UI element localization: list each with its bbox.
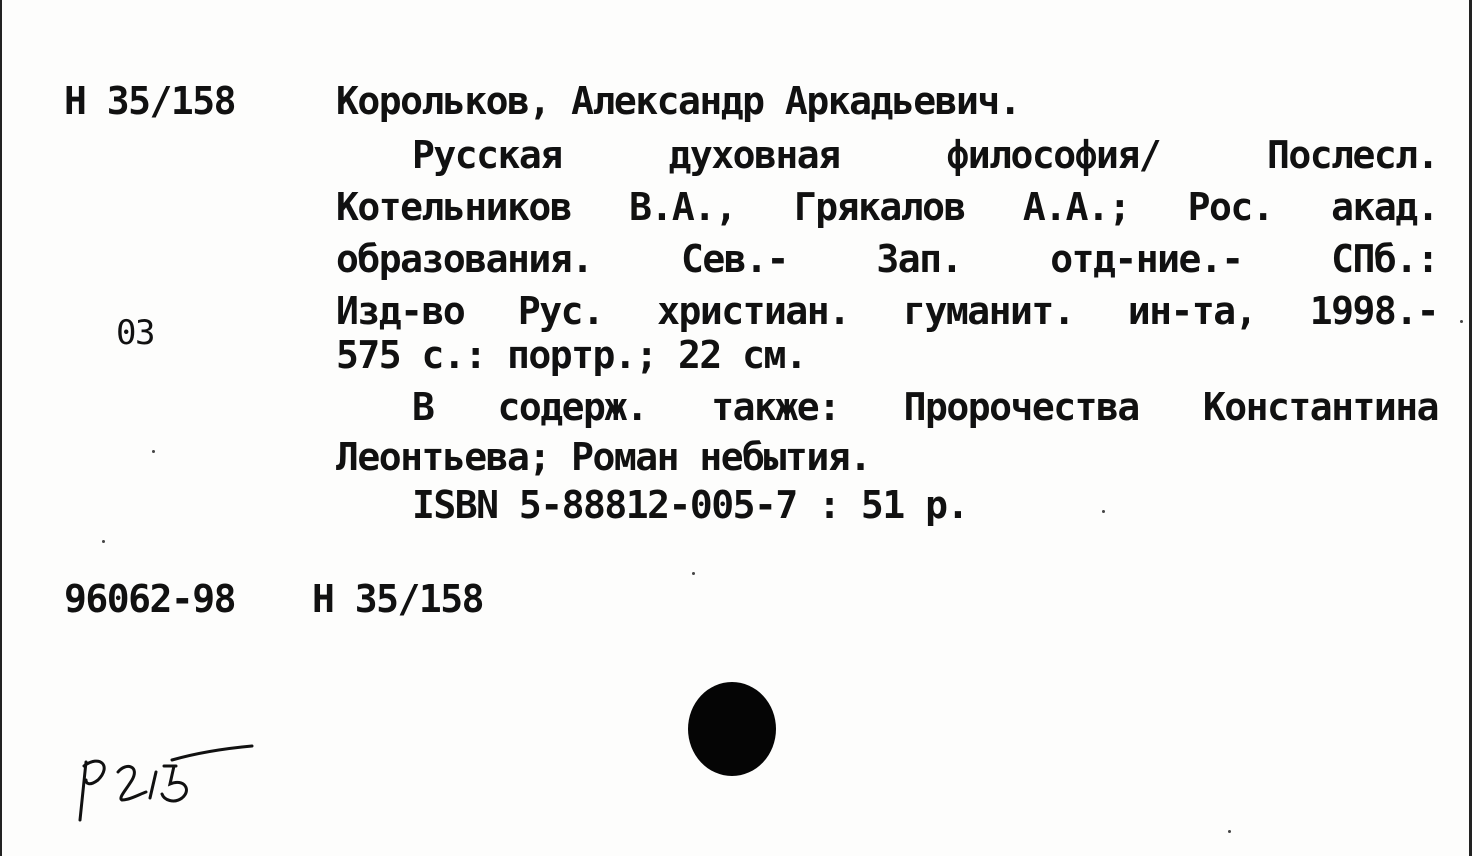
word: содерж. (497, 385, 648, 429)
word: Зап. (876, 237, 962, 281)
word: также: (711, 385, 840, 429)
dust-speck (692, 572, 695, 575)
dust-speck (102, 540, 105, 543)
note-line-2: Леонтьева; Роман небытия. (336, 435, 871, 479)
title-line-1 (412, 133, 1438, 177)
word: Русская (412, 133, 562, 177)
isbn-line: ISBN 5-88812-005-7 : 51 р. (412, 483, 968, 527)
word: Пророчества (903, 385, 1139, 429)
word: Котельников (336, 185, 572, 229)
title-line-2 (336, 185, 1438, 229)
word: образования. (336, 237, 593, 281)
title-line-5: 575 с.: портр.; 22 см. (336, 333, 807, 377)
word: Послесл. (1266, 133, 1438, 177)
word: Константина (1202, 385, 1438, 429)
dust-speck (1460, 320, 1463, 323)
word: Грякалов (793, 185, 965, 229)
handwritten-mark (60, 732, 270, 832)
word: СПб.: (1331, 237, 1438, 281)
word: А.А.; (1022, 185, 1130, 229)
word: Изд-во (336, 289, 465, 333)
word: Рус. (517, 289, 604, 333)
word: акад. (1331, 185, 1438, 229)
word: В.А., (629, 185, 736, 229)
word: философия/ (946, 133, 1161, 177)
author-heading: Корольков, Александр Аркадьевич. (336, 79, 1021, 123)
handwritten-code: 03 (116, 313, 154, 353)
dust-speck (152, 450, 155, 453)
footer-number: 96062-98 (64, 577, 236, 621)
word: Сев.- (680, 237, 788, 281)
punch-hole (688, 682, 776, 776)
word: 1998.- (1309, 289, 1438, 333)
title-line-3 (336, 237, 1438, 281)
word: Рос. (1187, 185, 1274, 229)
word: христиан. (657, 289, 850, 333)
word: отд-ние.- (1050, 237, 1243, 281)
shelfmark: Н 35/158 (64, 79, 236, 123)
word: ин-та, (1127, 289, 1257, 333)
word: В (412, 385, 434, 429)
footer-shelfmark: Н 35/158 (312, 577, 484, 621)
word: духовная (668, 133, 840, 177)
dust-speck (1102, 510, 1105, 513)
word: гуманит. (903, 289, 1075, 333)
title-line-4 (336, 289, 1438, 333)
note-line-1 (412, 385, 1438, 429)
dust-speck (1228, 830, 1231, 833)
